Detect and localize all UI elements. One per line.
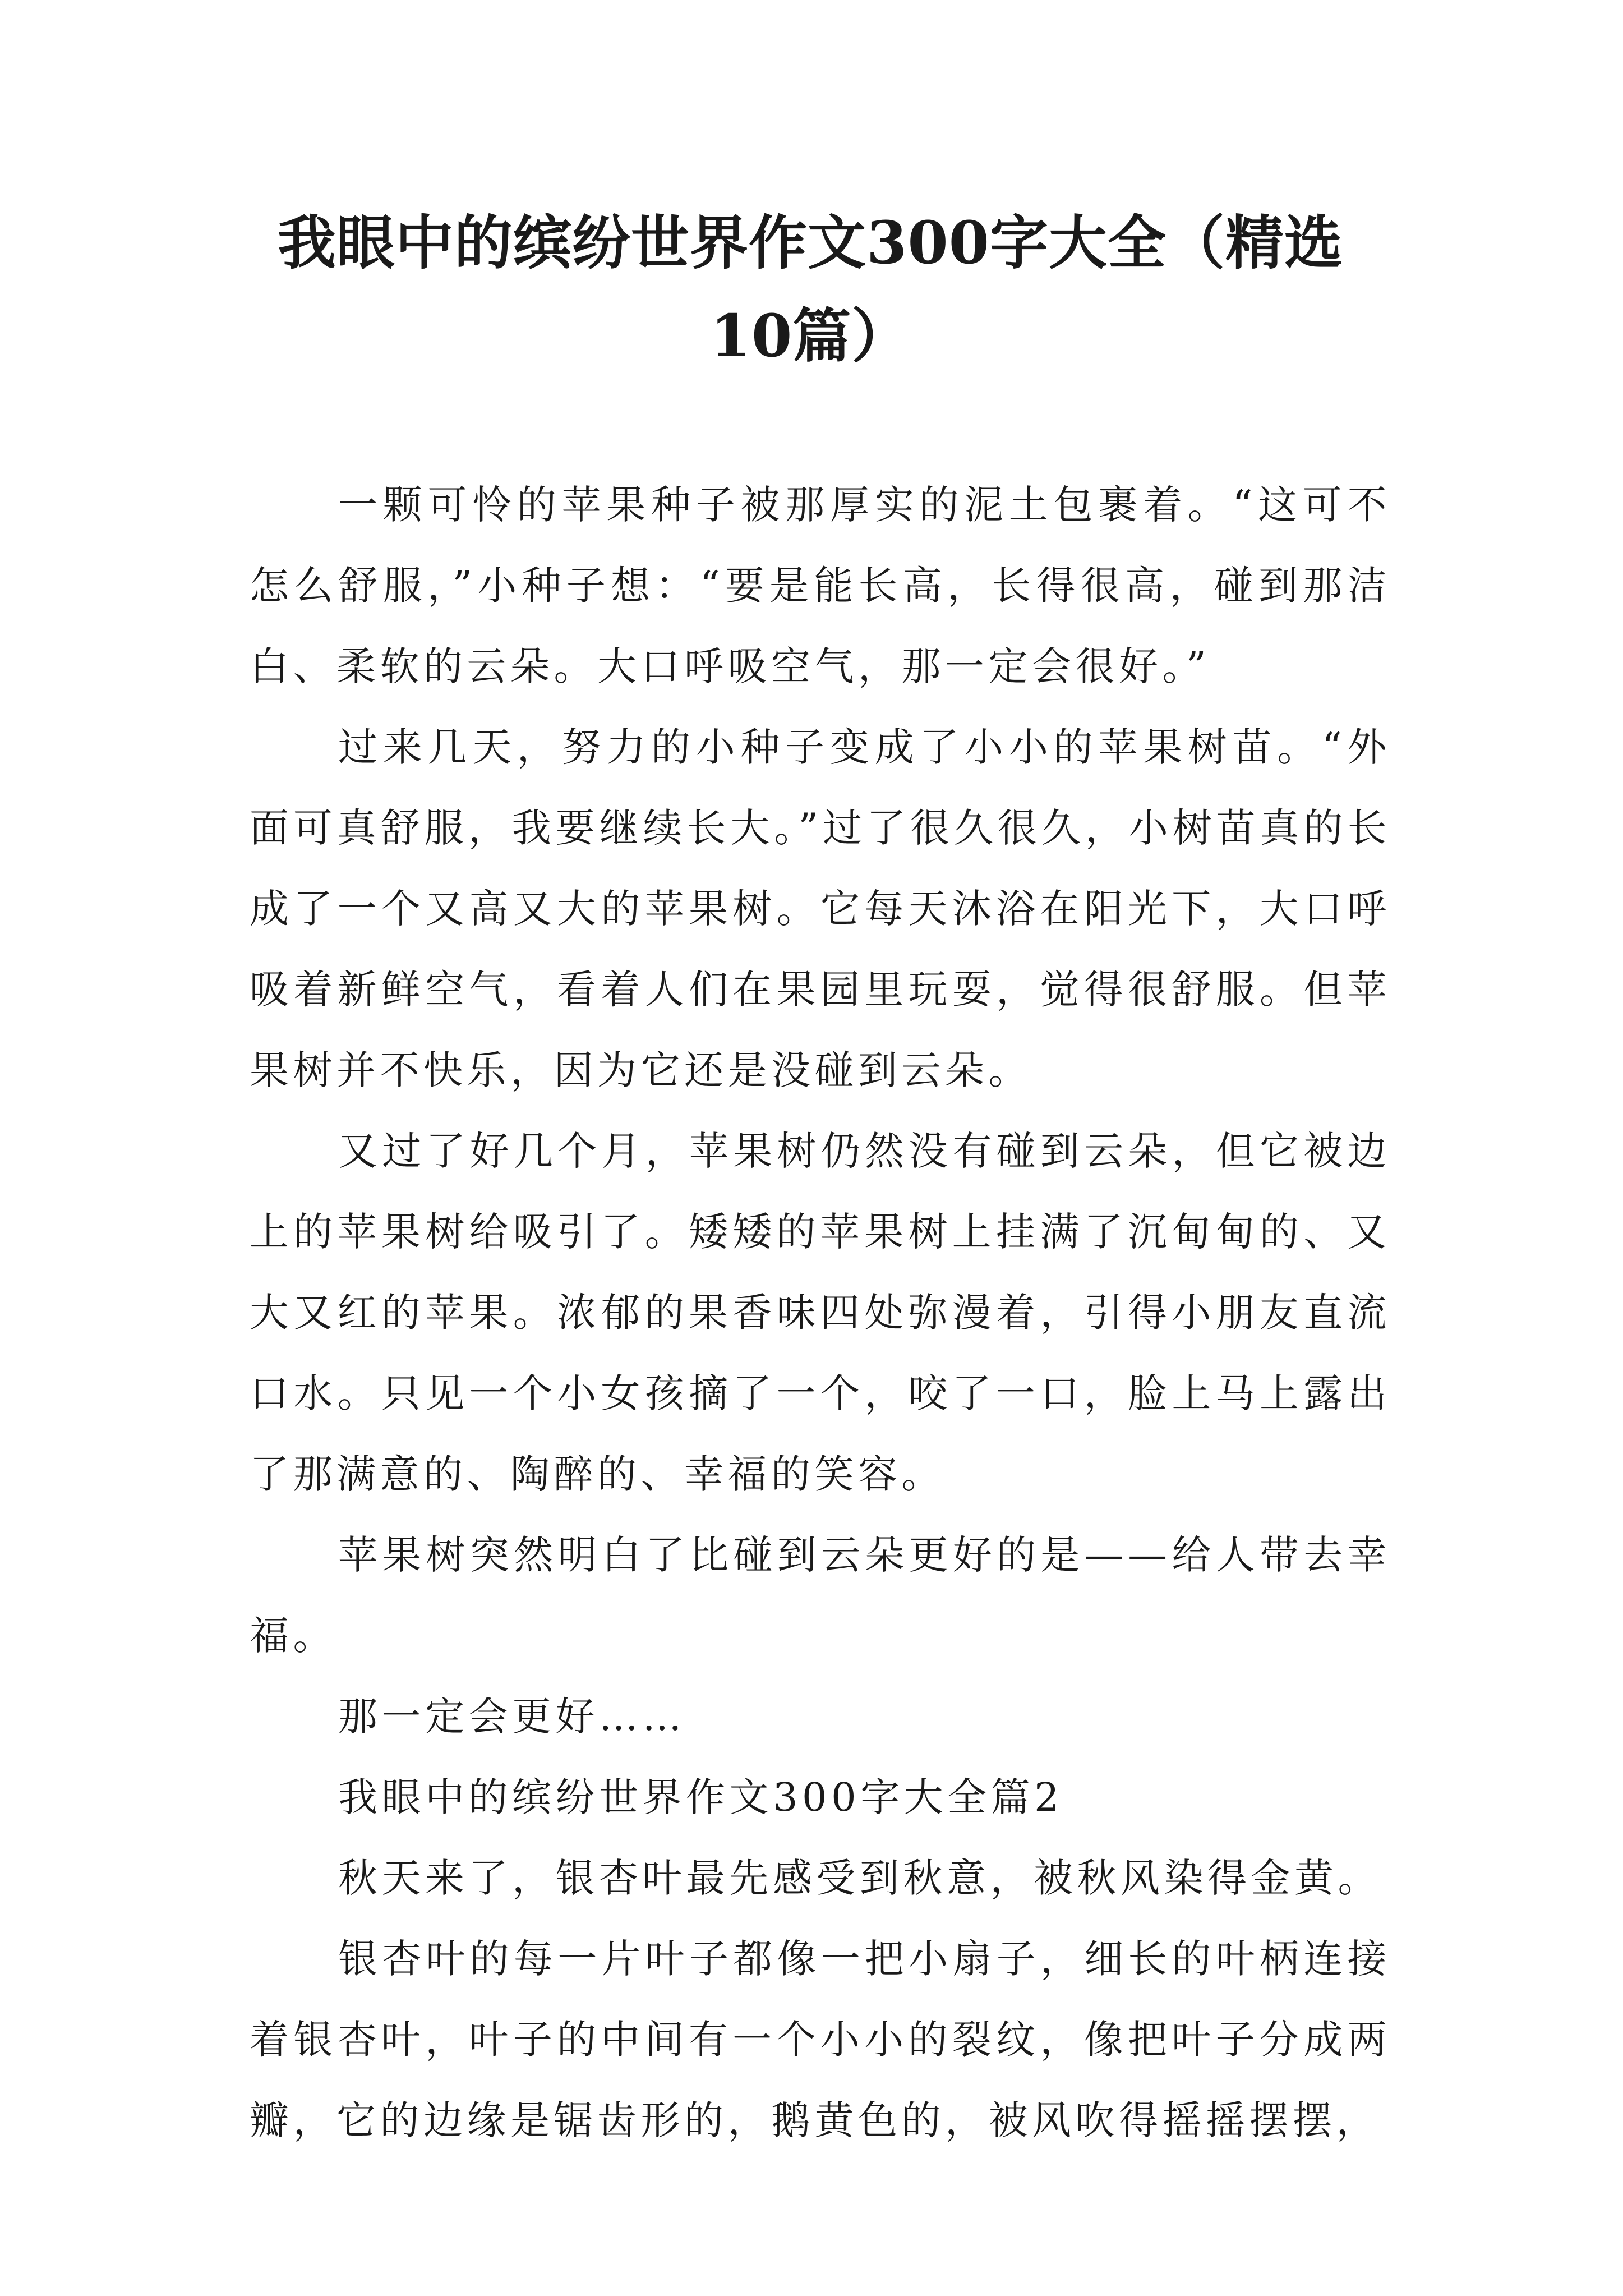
paragraph-2: 过来几天，努力的小种子变成了小小的苹果树苗。“外面可真舒服，我要继续长大。”过了很久很久，小树苗真的长成了一个又高又大的苹果树。它每天沐浴在阳光下，大口呼吸着新鲜空气，看着人们在果园里玩耍，觉得很舒服。但苹果树并不快乐，因为它还是没碰到云朵。 bbox=[250, 724, 1391, 1093]
document-body bbox=[250, 464, 1391, 2161]
section-heading-2: 我眼中的缤纷世界作文300字大全篇2 bbox=[338, 1774, 1064, 1820]
paragraph-5: 那一定会更好…… bbox=[338, 1694, 686, 1740]
paragraph-1: 一颗可怜的苹果种子被那厚实的泥土包裹着。“这可不怎么舒服，”小种子想：“要是能长高，长得很高，碰到那洁白、柔软的云朵。大口呼吸空气，那一定会很好。” bbox=[250, 482, 1391, 689]
paragraph-6: 秋天来了，银杏叶最先感受到秋意，被秋风染得金黄。 bbox=[338, 1855, 1381, 1901]
paragraph-4: 苹果树突然明白了比碰到云朵更好的是——给人带去幸福。 bbox=[250, 1532, 1391, 1659]
paragraph-7: 银杏叶的每一片叶子都像一把小扇子，细长的叶柄连接着银杏叶，叶子的中间有一个小小的裂纹，像把叶子分成两瓣，它的边缘是锯齿形的，鹅黄色的，被风吹得摇摇摆摆， bbox=[250, 1936, 1391, 2143]
paragraph-3: 又过了好几个月，苹果树仍然没有碰到云朵，但它被边上的苹果树给吸引了。矮矮的苹果树上挂满了沉甸甸的、又大又红的苹果。浓郁的果香味四处弥漫着，引得小朋友直流口水。只见一个小女孩摘了一个，咬了一口，脸上马上露出了那满意的、陶醉的、幸福的笑容。 bbox=[250, 1128, 1391, 1497]
document-title: 我眼中的缤纷世界作文300字大全（精选10篇） bbox=[277, 208, 1344, 370]
